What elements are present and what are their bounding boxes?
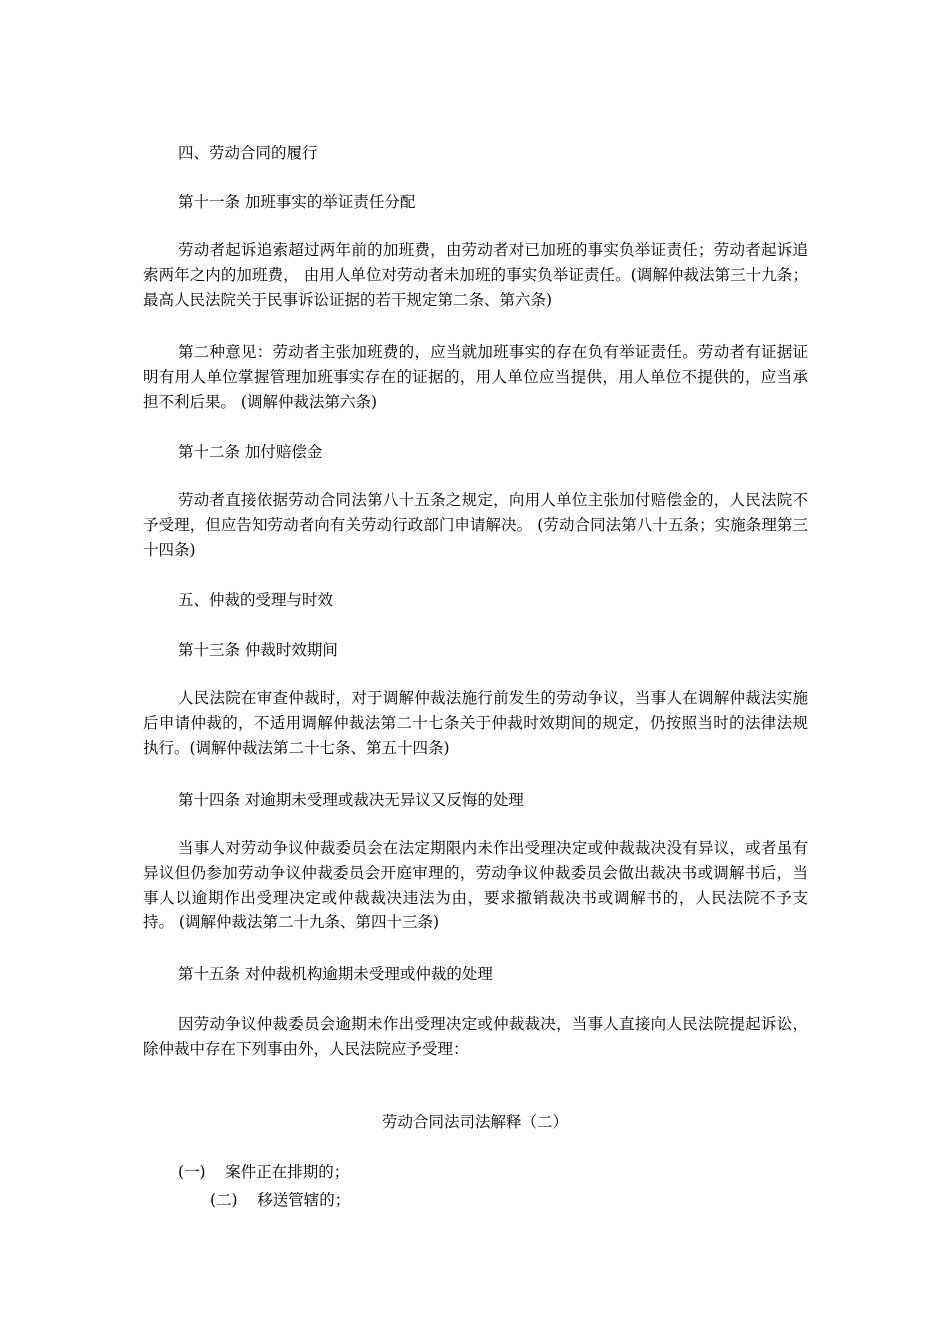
article-11-title: 第十一条 加班事实的举证责任分配 (178, 193, 416, 211)
list-item: (一) 案件正在排期的； (178, 1163, 350, 1181)
article-14-body: 当事人对劳动争议仲裁委员会在法定期限内未作出受理决定或仲裁裁决没有异议，或者虽有异议但仍参加劳动争议仲裁委员会开庭审理的，劳动争议仲裁委员会做出裁决书或调解书后，当事人以逾期作出受理决定或仲裁裁决违法为由，要求撤销裁决书或调解书的，人民法院不予支持。 (调解仲裁法第二十九条、第四十三条) (143, 839, 808, 932)
section-heading-5: 五、仲裁的受理与时效 (178, 591, 334, 609)
article-12-title: 第十二条 加付赔偿金 (178, 443, 323, 461)
article-15-title: 第十五条 对仲裁机构逾期未受理或仲裁的处理 (178, 965, 493, 983)
article-14-title: 第十四条 对逾期未受理或裁决无异议又反悔的处理 (178, 791, 524, 809)
section-heading-4: 四、劳动合同的履行 (178, 144, 318, 162)
article-11-second-opinion: 第二种意见：劳动者主张加班费的，应当就加班事实的存在负有举证责任。劳动者有证据证明有用人单位掌握管理加班事实存在的证据的，用人单位应当提供，用人单位不提供的，应当承担不利后果。 (调解仲裁法第六条) (143, 343, 808, 411)
article-13-body: 人民法院在审查仲裁时，对于调解仲裁法施行前发生的劳动争议，当事人在调解仲裁法实施后申请仲裁的，不适用调解仲裁法第二十七条关于仲裁时效期间的规定，仍按照当时的法律法规执行。(调解仲裁法第二十七条、第五十四条) (143, 689, 808, 757)
article-11-body: 劳动者起诉追索超过两年前的加班费，由劳动者对已加班的事实负举证责任；劳动者起诉追索两年之内的加班费， 由用人单位对劳动者未加班的事实负举证责任。(调解仲裁法第三十九条；最高人民法院关于民事诉讼证据的若干规定第二条、第六条) (143, 241, 808, 309)
article-12-body: 劳动者直接依据劳动合同法第八十五条之规定，向用人单位主张加付赔偿金的，人民法院不予受理，但应告知劳动者向有关劳动行政部门申请解决。 (劳动合同法第八十五条；实施条理第三十四条) (143, 491, 808, 559)
article-13-title: 第十三条 仲裁时效期间 (178, 641, 338, 659)
page-header-title: 劳动合同法司法解释（二） (381, 1113, 568, 1131)
list-item: (二) 移送管辖的； (210, 1191, 351, 1209)
article-15-body: 因劳动争议仲裁委员会逾期未作出受理决定或仲裁裁决，当事人直接向人民法院提起诉讼，除仲裁中存在下列事由外，人民法院应予受理： (143, 1015, 808, 1058)
